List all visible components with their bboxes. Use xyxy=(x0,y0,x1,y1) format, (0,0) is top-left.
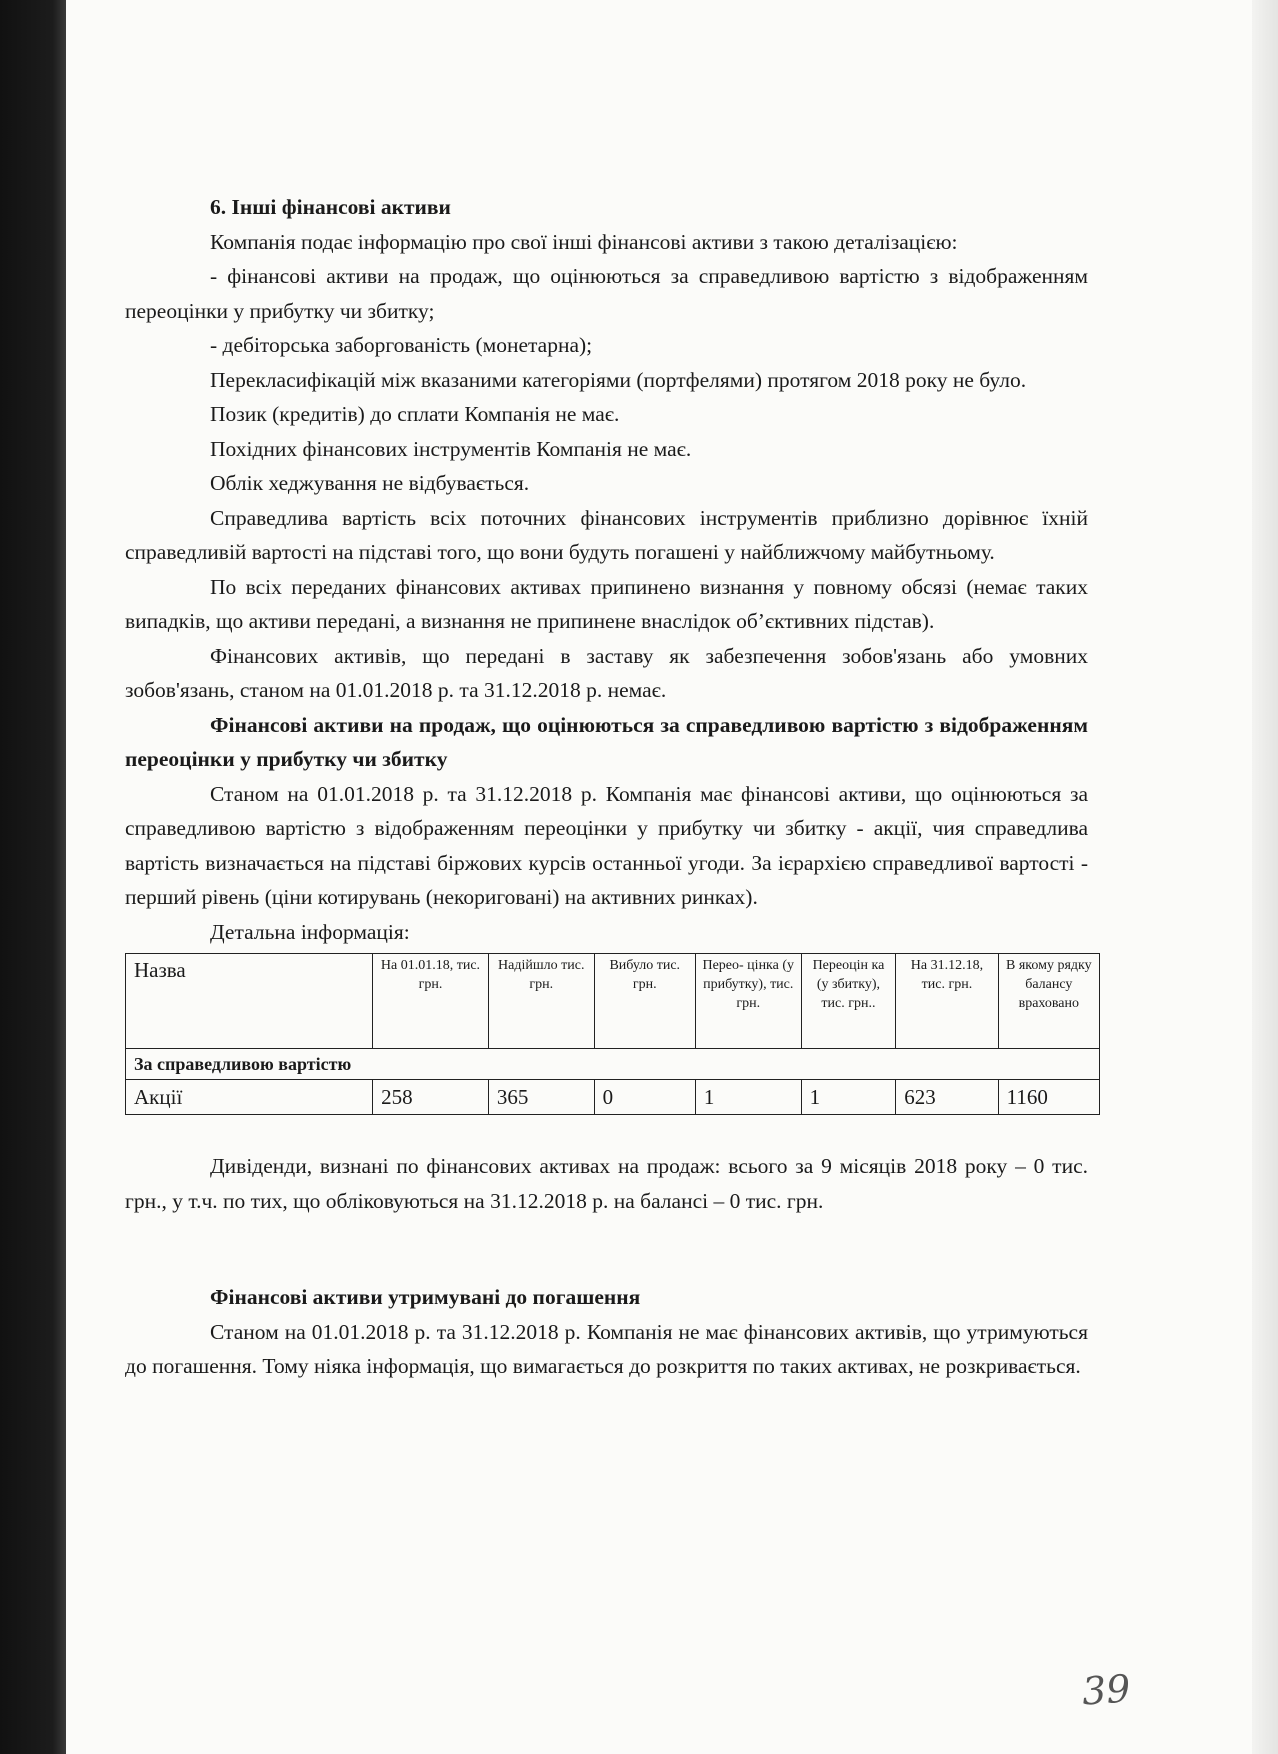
paragraph: Компанія подає інформацію про свої інші фінансові активи з такою деталізацією: xyxy=(210,229,958,254)
spacer xyxy=(125,1115,1088,1149)
paragraph: Облік хеджування не відбувається. xyxy=(210,471,530,495)
htm-paragraph: Станом на 01.01.2018 р. та 31.12.2018 р. Компанія не має фінансових активів, що утримуються до погашення. Тому ніяка інформація, що вимагається до розкриття по таких активах, не розкривається. xyxy=(125,1319,1088,1378)
fvtpl-paragraph: Станом на 01.01.2018 р. та 31.12.2018 р. Компанія має фінансові активи, що оцінюються за справедливою вартістю з відображенням переоцінки у прибутку чи збитку - акції, чия справедлива вартість визначається на підставі біржових курсів останньої угоди. За ієрархією справедливої вартості - перший рівень (ціни котирувань (некориговані) на активних ринках). xyxy=(125,781,1088,909)
header-balance-line: В якому рядку балансу враховано xyxy=(998,954,1099,1049)
cell-closing: 623 xyxy=(896,1080,998,1115)
cell-name: Акції xyxy=(126,1080,373,1115)
scan-right-edge xyxy=(1252,0,1278,1754)
table-row xyxy=(126,1080,1100,1115)
cell-revaluation-loss: 1 xyxy=(801,1080,896,1115)
paragraph: Перекласифікацій між вказаними категоріями (портфелями) протягом 2018 року не було. xyxy=(210,367,1027,392)
detail-table xyxy=(125,953,1100,1115)
header-opening: На 01.01.18, тис. грн. xyxy=(373,954,489,1049)
section-heading: 6. Інші фінансові активи xyxy=(210,195,451,219)
paragraph: Фінансових активів, що передані в заставу як забезпечення зобов'язань або умовних зобов'язань, станом на 01.01.2018 р. та 31.12.2018 р. немає. xyxy=(125,643,1088,702)
header-name: Назва xyxy=(126,954,373,1049)
cell-opening: 258 xyxy=(373,1080,489,1115)
htm-heading: Фінансові активи утримувані до погашення xyxy=(210,1285,641,1309)
paragraph: Похідних фінансових інструментів Компанія не має. xyxy=(210,436,692,461)
cell-balance-line: 1160 xyxy=(998,1080,1099,1115)
paragraph: - дебіторська заборгованість (монетарна); xyxy=(210,333,593,357)
fvtpl-heading: Фінансові активи на продаж, що оцінюються за справедливою вартістю з відображенням переоцінки у прибутку чи збитку xyxy=(125,712,1088,771)
paragraph: Справедлива вартість всіх поточних фінансових інструментів приблизно дорівнює їхній справедливій вартості на підставі того, що вони будуть погашені у найближчому майбутньому. xyxy=(125,505,1088,564)
spacer xyxy=(125,1218,1088,1280)
header-revaluation-gain: Перео- цінка (у прибутку), тис. грн. xyxy=(695,954,801,1049)
handwritten-page-number: 39 xyxy=(1080,1666,1132,1714)
header-revaluation-loss: Переоцін ка (у збитку), тис. грн.. xyxy=(801,954,896,1049)
document-page xyxy=(125,190,1092,1384)
paragraph: - фінансові активи на продаж, що оцінюються за справедливою вартістю з відображенням переоцінки у прибутку чи збитку; xyxy=(125,264,1088,323)
group-label: За справедливою вартістю xyxy=(126,1049,1100,1080)
paragraph: Позик (кредитів) до сплати Компанія не має. xyxy=(210,402,620,426)
cell-revaluation-gain: 1 xyxy=(695,1080,801,1115)
header-closing: На 31.12.18, тис. грн. xyxy=(896,954,998,1049)
dividends-paragraph: Дивіденди, визнані по фінансових активах на продаж: всього за 9 місяців 2018 року – 0 тис. грн., у т.ч. по тих, що обліковуються на 31.12.2018 р. на балансі – 0 тис. грн. xyxy=(125,1154,1088,1213)
table-header-row xyxy=(126,954,1100,1049)
cell-received: 365 xyxy=(488,1080,594,1115)
cell-disposed: 0 xyxy=(594,1080,695,1115)
table-intro: Детальна інформація: xyxy=(210,919,410,944)
table-group-row xyxy=(126,1049,1100,1080)
scan-edge xyxy=(0,0,66,1754)
paragraph: По всіх переданих фінансових активах припинено визнання у повному обсязі (немає таких випадків, що активи передані, а визнання не припинене внаслідок об’єктивних підстав). xyxy=(125,574,1088,633)
header-disposed: Вибуло тис. грн. xyxy=(594,954,695,1049)
header-received: Надійшло тис. грн. xyxy=(488,954,594,1049)
